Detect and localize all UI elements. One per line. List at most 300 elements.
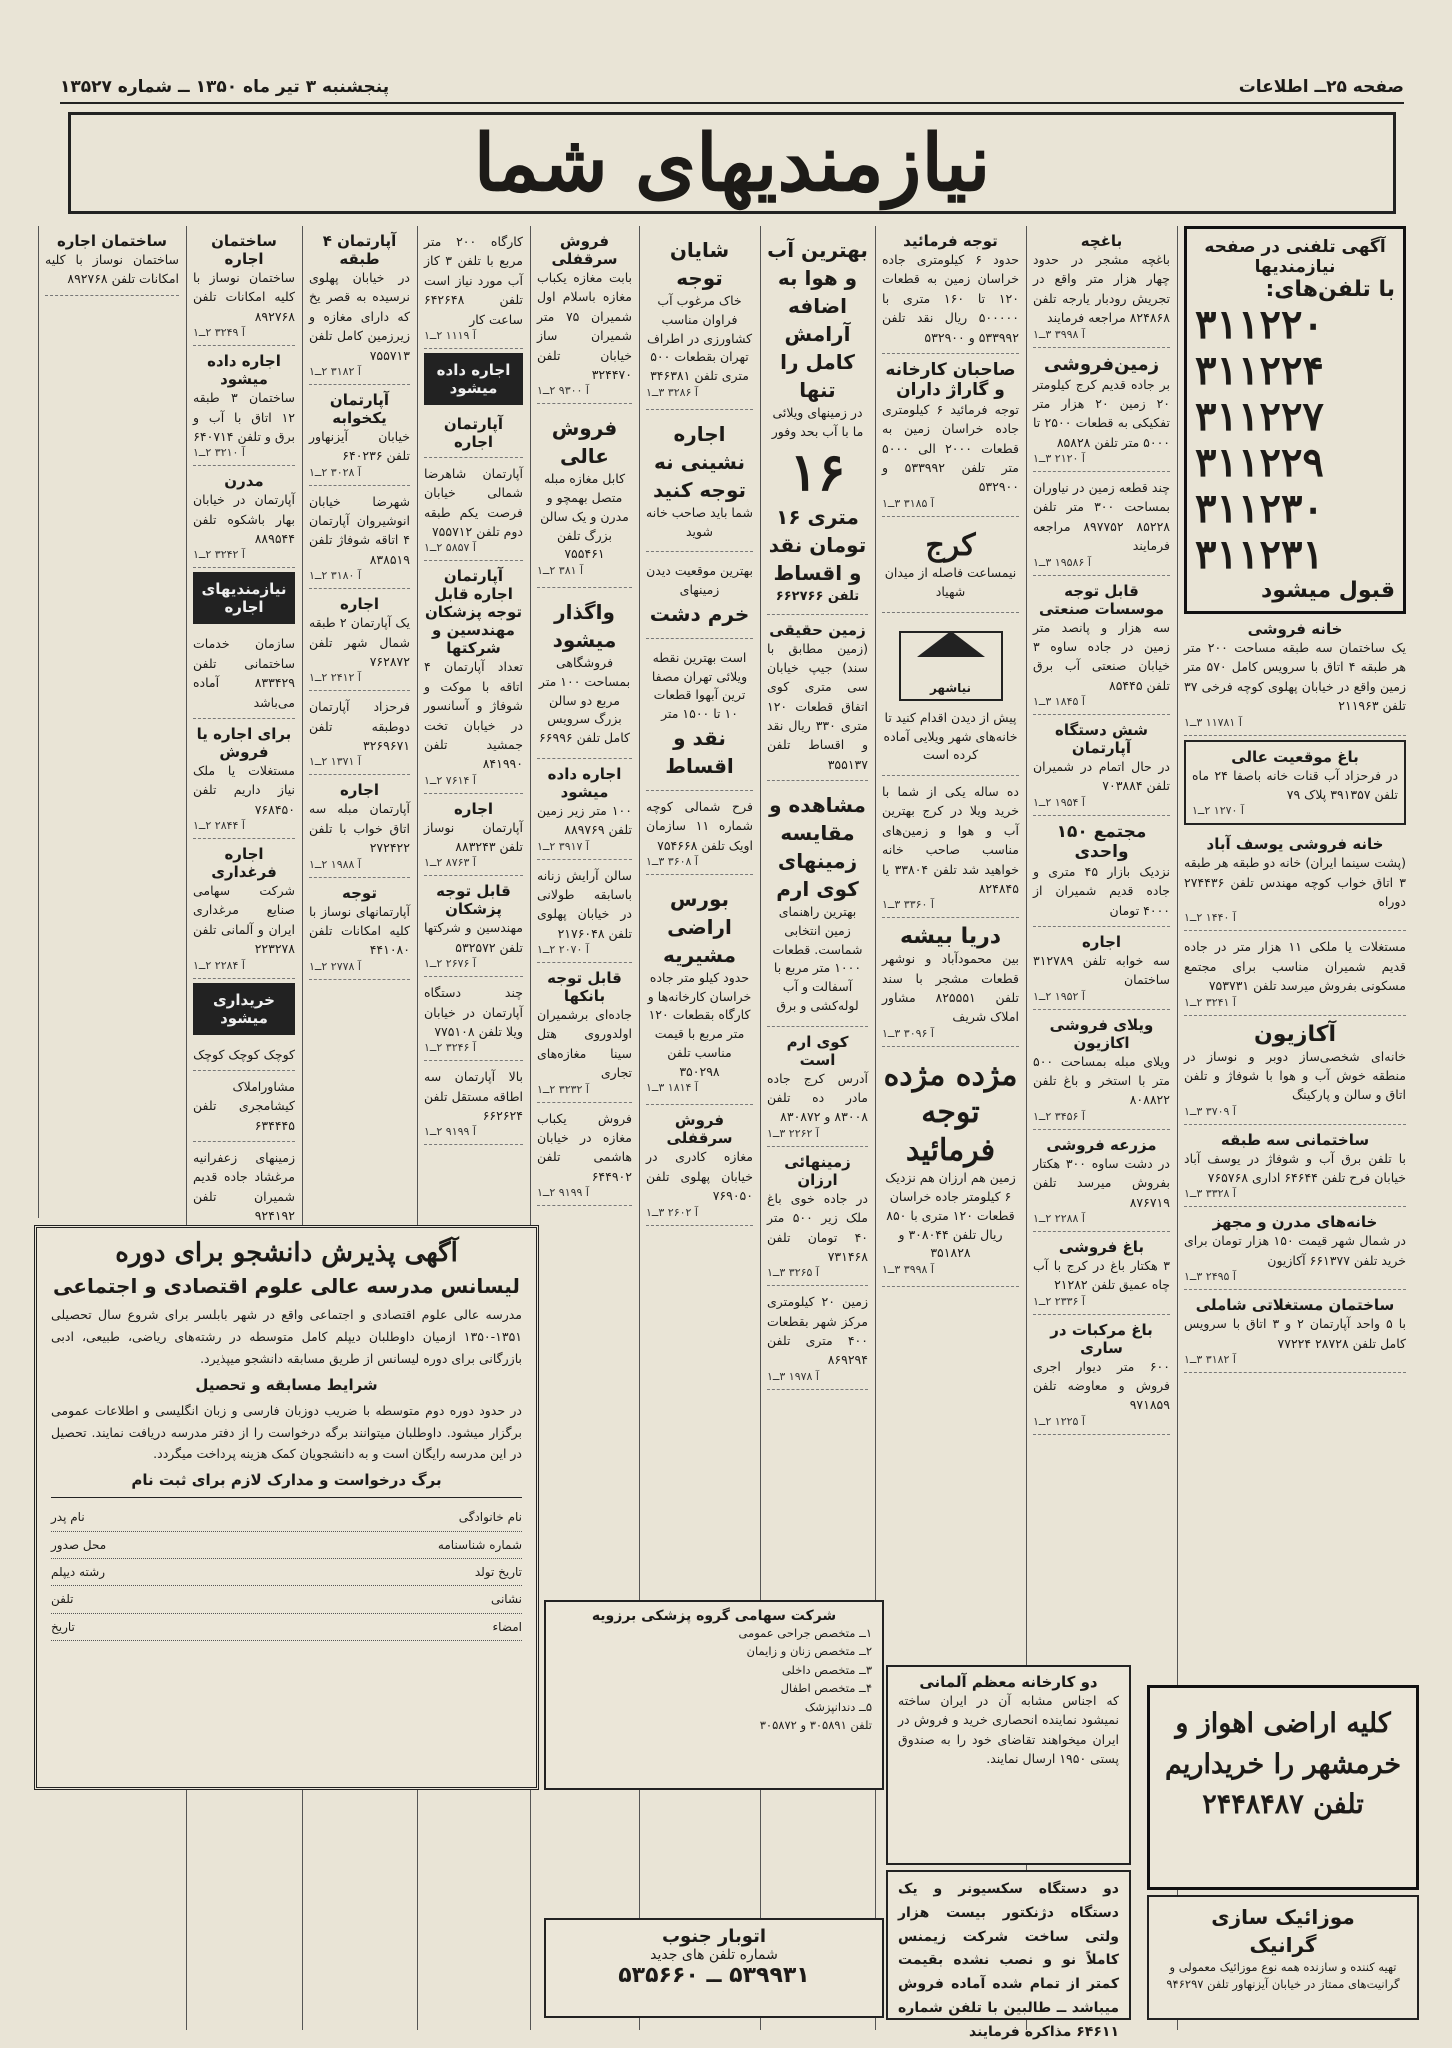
ad-heading: ساختمان اجاره <box>211 232 277 268</box>
classified-ad <box>193 1071 295 1142</box>
classified-ad <box>424 353 523 405</box>
ad-body: ساختمان نوساز با کلیه امکانات تلفن ۸۹۲۷۶۸ <box>45 252 179 287</box>
ad-code: آ ۳۱۸۲ ۳ــ۱ <box>1184 1352 1236 1366</box>
form-label: شماره شناسنامه <box>437 1537 522 1552</box>
ad-code: آ ۳۲۶۵ ۳ــ۱ <box>767 1266 819 1280</box>
classified-ad <box>424 409 523 458</box>
ad-heading: آپارتمان اجاره قابل توجه پزشکان مهندسین و شرکتها <box>424 567 523 658</box>
ad-code: آ ۳۱۸۲ ۲ــ۱ <box>309 364 361 378</box>
ad-heading: باغ فروشی <box>1058 1237 1145 1256</box>
ad-code: آ ۳۳۶۰ ۳ــ۱ <box>882 898 934 912</box>
ad-body: شرکت سهامی صنایع مرغداری ایران و آلمانی تلفن ۲۲۳۲۷۸ <box>193 883 295 957</box>
ad-heading: زمینهائی ارزان <box>784 1152 851 1189</box>
ad-code: آ ۱۳۷۱ ۲ــ۱ <box>309 755 361 769</box>
classified-ad <box>1184 1125 1406 1208</box>
column-10 <box>38 226 185 1218</box>
display-ad-body: بهترین موقعیت دیدن زمینهای <box>646 563 753 597</box>
ad-code: آ ۲۶۷۶ ۲ــ۱ <box>424 957 476 971</box>
classified-ad <box>193 572 295 624</box>
ad-body: فرحزاد آپارتمان دوطبقه تلفن ۳۲۶۹۶۷۱ <box>309 699 410 753</box>
ad-heading: زمین‌فروشی <box>1043 353 1160 375</box>
ad-heading: خانه فروشی <box>1247 620 1343 638</box>
ad-code: آ ۳۲۱۰ ۲ــ۱ <box>193 446 245 460</box>
display-ad <box>882 1047 1019 1287</box>
ad-code: آ ۱۸۴۵ ۳ــ۱ <box>1033 695 1085 708</box>
admission-section-heading: شرایط مسابقه و تحصیل <box>195 1375 378 1394</box>
application-form <box>51 1497 522 1641</box>
classified-ad <box>309 878 410 980</box>
display-ad-title: شایان توجه <box>669 238 730 290</box>
ad-code: آ ۳۲۴۶ ۲ــ۱ <box>424 1041 476 1055</box>
classified-ad <box>1033 927 1170 1010</box>
classified-ad <box>537 1103 632 1207</box>
ad-body: یک آپارتمان ۲ طبقه شمال شهر تلفن ۷۶۲۸۷۲ <box>309 615 410 669</box>
mosaic-body: تهیه کننده و سازنده همه نوع موزائیک معمولی و گرانیت‌های ممتاز در خیابان آیزنهاور تلفن ۹۴۶۲۹۷ <box>1166 1960 1400 1992</box>
ad-code: آ ۲۲۸۸ ۲ــ۱ <box>1033 1211 1085 1225</box>
display-ad-body: در زمینهای ویلائی ما با آب بحد وفور <box>771 405 864 439</box>
ad-code: آ ۳۰۲۸ ۲ــ۱ <box>309 465 361 479</box>
phone-ads-label: با تلفن‌های: <box>1265 277 1395 302</box>
house-logo-icon <box>899 631 1003 701</box>
display-ad <box>537 588 632 759</box>
display-ad <box>646 875 753 1106</box>
classified-ad <box>767 615 868 782</box>
display-ad-title: فروش عالی <box>551 416 618 469</box>
display-ad-body: شما باید صاحب خانه شوید <box>646 504 753 539</box>
ad-heading: اجاره داده میشود <box>207 352 281 389</box>
phone-number: ۳۱۱۲۳۰ <box>1195 485 1324 532</box>
classified-ad <box>424 226 523 349</box>
classified-ad <box>193 346 295 466</box>
ad-body: مغازه کادری در خیابان پهلوی تلفن ۷۶۹۰۵۰ <box>646 1149 753 1204</box>
classified-ad <box>767 1286 868 1390</box>
ad-body: مستغلات یا ملکی ۱۱ هزار متر در جاده قدیم شمیران مناسب برای مجتمع مسکونی بفروش میرسد تلفن ۷۵۳۷۳۱ <box>1184 939 1406 994</box>
classified-ad <box>537 963 632 1103</box>
display-ad-title: بورس اراضی مشیریه <box>663 886 736 967</box>
classified-ad <box>193 983 295 1035</box>
ad-code: آ ۱۲۷۰ ۲ــ۱ <box>1192 804 1244 818</box>
classified-ad <box>309 385 410 486</box>
ad-body: آپارتمان مبله سه اتاق خواب با تلفن ۲۷۲۴۲۲ <box>309 801 410 856</box>
ad-body: آپارتمانهای نوساز با کلیه امکانات تلفن ۴۴۱۰۸۰ <box>309 903 410 958</box>
ad-body: (زمین مطابق با سند) جیپ خیابان سی متری کوی اتفاق قطعات ۱۲۰ متری ۳۳۰ ریال نقد و اقساط تلفن ۳۵۵۱۳۷ <box>767 640 868 772</box>
ad-code: آ ۳۲۴۹ ۲ــ۱ <box>193 326 245 340</box>
ad-code: آ ۱۹۸۸ ۲ــ۱ <box>309 857 361 871</box>
ad-body: کوچک کوچک کوچک <box>193 1046 295 1062</box>
ad-body: زمینهای زعفرانیه مرغشاد جاده قدیم شمیران تلفن ۹۲۴۱۹۲ <box>193 1150 295 1224</box>
ad-body: آپارتمان نوساز تلفن ۸۸۳۲۴۳ <box>424 819 523 854</box>
form-row <box>51 1504 522 1531</box>
classified-ad <box>537 759 632 860</box>
land-purchase-line: کلیه اراضی اهواز و <box>1175 1708 1391 1739</box>
phone-ads-box <box>1184 226 1406 614</box>
ad-body: سالن آرایش زنانه باسابقه طولانی در خیابان پهلوی تلفن ۲۱۷۶۰۴۸ <box>537 867 632 941</box>
display-ad-title: نقد و اقساط <box>665 725 734 778</box>
ad-code: آ ۹۱۹۹ ۲ــ۱ <box>537 1186 589 1199</box>
ad-heading: ویلای فروشی اکازیون <box>1049 1015 1154 1052</box>
ad-code: آ ۲۰۷۰ ۲ــ۱ <box>537 943 589 956</box>
german-title: دو کارخانه معظم آلمانی <box>919 1673 1098 1691</box>
ad-body: سه خوابه تلفن ۳۱۲۷۸۹ ساختمان <box>1033 952 1170 988</box>
classified-ad <box>1033 816 1170 927</box>
phone-number: ۳۱۱۲۳۱ <box>1195 531 1324 578</box>
ad-heading: مجتمع ۱۵۰ واحدی <box>1056 821 1147 862</box>
display-ad <box>537 404 632 588</box>
issue-date: پنجشنبه ۳ تیر ماه ۱۳۵۰ ــ شماره ۱۳۵۲۷ <box>60 77 390 97</box>
german-body: که اجناس مشابه آن در ایران ساخته نمیشود نماینده انحصاری خرید و فروش در ایران میخواهند تقاضای خود را به صندوق پستی ۱۹۵۰ ارسال نمایند. <box>898 1693 1119 1767</box>
classified-ad <box>193 1039 295 1071</box>
medical-line: ۴ــ متخصص اطفال <box>780 1681 872 1696</box>
bus-subtitle: شماره تلفن های جدید <box>650 1947 778 1963</box>
ad-body: ساختمان نوساز با کلیه امکانات تلفن ۸۹۲۷۶۸ <box>193 270 295 324</box>
classified-ad <box>1184 614 1406 736</box>
ad-body: خانه‌ای شخصی‌ساز دوبر و نوساز در منطقه خوش آب و هوا با شوفاژ و تلفن اتاق و سالن و پارکینگ <box>1184 1048 1406 1103</box>
ad-body: زمین ۲۰ کیلومتری مرکز شهر بقطعات ۴۰۰ متری تلفن ۸۶۹۲۹۴ <box>767 1294 868 1368</box>
phone-number: ۳۱۱۲۲۰ <box>1195 301 1324 348</box>
display-ad-body: پیش از دیدن اقدام کنید تا خانه‌های شهر ویلایی آماده کرده است <box>883 709 1018 763</box>
classified-ad <box>1033 1232 1170 1315</box>
classified-ad <box>309 226 410 385</box>
admission-text: مدرسه عالی علوم اقتصادی و اجتماعی واقع در شهر بابلسر برای شروع سال تحصیلی ۱۳۵۱-۱۳۵۰ ازمیان داوطلبان دیپلم کامل متوسطه در رشته‌های ریاضی، طبیعی، ادبی بازرگانی برای دوره لیسانس از طریق مسابقه دانشجو میپذیرد. <box>51 1307 522 1366</box>
ad-body: در فرحزاد آب قنات خانه باصفا ۲۴ ماه تلفن ۳۹۱۳۵۷ پلاک ۷۹ <box>1192 767 1399 802</box>
ad-code: آ ۱۹۷۸ ۳ــ۱ <box>767 1369 819 1383</box>
phone-number: ۳۱۱۲۲۴ <box>1195 347 1324 394</box>
ad-heading: خریداری میشود <box>213 990 275 1027</box>
ad-heading: دریا بیشه <box>899 924 1002 950</box>
ad-code: آ ۳۷۰۹ ۳ــ۱ <box>1184 1104 1236 1118</box>
display-ad-price: ۱۶ <box>789 441 846 503</box>
ad-body: یک ساختمان سه طبقه مساحت ۲۰۰ متر هر طبقه ۴ اتاق با سرویس کامل ۵۷۰ متر زمین واقع در خیابان پهلوی کوچه فرخی ۳۷ تلفن ۲۱۱۹۶۳ <box>1184 640 1407 714</box>
mosaic-title: موزائیک سازی <box>1211 1905 1355 1929</box>
ad-body: در حال اتمام در شمیران تلفن ۷۰۳۸۸۴ <box>1033 759 1170 794</box>
ad-body: بابت مغازه یکباب مغازه باسلام اول شمیران ۷۵ متر شمیران ساز خیابان تلفن ۳۲۴۴۷۰ <box>537 270 632 382</box>
running-header <box>60 72 1404 104</box>
display-ad <box>882 613 1019 776</box>
ad-body: مشاوراملاک کیشامجری تلفن ۶۳۴۴۴۵ <box>193 1078 295 1133</box>
classified-ad <box>1033 715 1170 816</box>
classified-ad <box>537 860 632 964</box>
display-ad <box>882 517 1019 613</box>
ad-heading: ساختمانی سه طبقه <box>1220 1130 1370 1149</box>
ad-body: در خیابان پهلوی نرسیده به قصر یخ که دارای مغازه و زیرزمین کامل تلفن ۷۵۵۷۱۳ <box>309 270 410 363</box>
form-label: رشته دیپلم <box>51 1565 105 1580</box>
ad-heading: باغ مرکبات در ساری <box>1050 1320 1153 1357</box>
display-ad-title: خرم دشت <box>649 601 750 626</box>
phone-ads-footer: قبول میشود <box>1261 578 1395 603</box>
display-ad <box>646 639 753 791</box>
ad-code: آ ۱۹۵۲ ۲ــ۱ <box>1033 989 1085 1003</box>
ad-body: در شمال شهر قیمت ۱۵۰ هزار تومان برای خرید تلفن ۶۶۱۳۷۷ آکازیون <box>1184 1233 1407 1268</box>
display-ad-body: زمین هم ارزان هم نزدیک ۶ کیلومتر جاده خراسان قطعات ۱۲۰ متری با ۸۵۰ ریال تلفن ۳۰۸۰۴۴ و ۳۵۱۸۲۸ <box>885 1170 1016 1261</box>
classified-ad <box>767 1147 868 1287</box>
classified-ad <box>767 1027 868 1147</box>
classified-ad <box>1184 1207 1406 1290</box>
ad-code: آ ۱۱۷۸۱ ۳ــ۱ <box>1184 715 1242 729</box>
display-ad-body: فروشگاهی بمساحت ۱۰۰ متر مربع دو سالن بزرگ سرویس کامل تلفن ۶۶۹۹۶ <box>538 655 631 745</box>
display-ad-unit: متری ۱۶ تومان نقد و اقساط <box>768 504 867 585</box>
ad-heading: اجاره <box>339 781 380 800</box>
medical-line: ۳ــ متخصص داخلی <box>781 1662 872 1677</box>
form-label: تلفن <box>51 1592 74 1607</box>
ad-heading: باغ موقعیت عالی <box>1231 747 1359 766</box>
ad-code: آ ۱۸۱۴ ۳ــ۱ <box>646 1081 698 1095</box>
ad-heading: توجه <box>342 883 377 902</box>
classified-ad <box>882 226 1019 354</box>
phone-ads-title: آگهی تلفنی در صفحه نیازمندیها <box>1204 237 1386 277</box>
ad-heading: برای اجاره یا فروش <box>196 724 292 761</box>
classified-ad <box>309 486 410 590</box>
ad-code: آ ۳۰۹۶ ۳ــ۱ <box>882 1026 934 1040</box>
display-ad-body: است بهترین نقطه ویلائی تهران مصفا ترین آبهوا قطعات ۱۰ تا ۱۵۰۰ متر <box>651 649 748 721</box>
ad-body: تعداد آپارتمان ۴ اتاقه با موکت و شوفاژ و آسانسور در خیابان تخت جمشید تلفن ۸۴۱۹۹۰ <box>424 659 523 772</box>
form-label: تاریخ تولد <box>474 1565 522 1580</box>
display-ad <box>646 552 753 639</box>
ad-code: آ ۳۲۴۲ ۲ــ۱ <box>193 548 245 562</box>
ad-heading: آکازیون <box>1253 1021 1337 1047</box>
ad-heading: اجاره فرغداری <box>211 845 277 881</box>
ad-code: آ ۲۴۱۲ ۲ــ۱ <box>309 671 361 685</box>
mosaic-name: گرانیک <box>1249 1933 1317 1957</box>
ad-code: آ ۲۴۹۵ ۳ــ۱ <box>1184 1270 1236 1284</box>
ad-heading: شش دستگاه آپارتمان <box>1055 721 1148 757</box>
ad-code: آ ۹۱۹۹ ۲ــ۱ <box>424 1125 476 1139</box>
ad-body: خیابان آیزنهاور تلفن ۶۴۰۲۳۶ <box>309 428 410 464</box>
classified-ad <box>1033 226 1170 348</box>
ad-code: آ ۳۹۹۸ ۳ــ۱ <box>882 1263 934 1276</box>
ad-code: آ ۳۲۳۲ ۲ــ۱ <box>537 1082 589 1096</box>
phone-number: ۳۱۱۲۲۹ <box>1195 439 1324 486</box>
ad-body: ساختمان ۳ طبقه ۱۲ اتاق با آب و برق و تلفن ۶۴۰۷۱۴ <box>193 390 295 444</box>
ad-code: آ ۳۹۱۷ ۲ــ۱ <box>537 839 589 853</box>
display-ad-phone: تلفن ۶۶۲۷۶۶ <box>775 588 860 604</box>
ad-body: جاده‌ای برشمیران اولدوروی هتل سینا مغازه‌های تجاری <box>537 1007 632 1081</box>
classified-ad <box>1033 472 1170 576</box>
ad-body: با تلفن برق آب و شوفاژ در یوسف آباد خیابان فرح تلفن ۶۴۶۴۴ اداری ۷۶۵۷۶۸ <box>1184 1150 1406 1185</box>
german-factories-ad <box>886 1665 1131 1865</box>
ad-body: با ۵ واحد آپارتمان ۲ و ۳ اتاق با سرویس کامل تلفن ۲۸۷۲۸ ۷۷۲۲۴ <box>1184 1316 1406 1351</box>
land-purchase-line: خرمشهر را خریداریم <box>1164 1748 1402 1780</box>
ad-code: آ ۱۴۴۰ ۲ــ۱ <box>1184 911 1236 925</box>
display-ad-title: مژده مژده توجه فرمائید <box>883 1057 1018 1168</box>
ad-body: سازمان خدمات ساختمانی تلفن ۸۳۳۴۲۹ آماده می‌باشد <box>193 636 295 710</box>
display-ad <box>767 226 868 615</box>
medical-line: ۵ــ دندانپزشک <box>804 1699 872 1714</box>
form-row <box>51 1586 522 1613</box>
ad-heading: قابل توجه موسسات صنعتی <box>1038 581 1165 618</box>
classified-ad <box>1184 740 1406 826</box>
ad-body: آپارتمان شاهرضا شمالی خیابان فرصت یکم طبقه دوم تلفن ۷۵۵۷۱۲ <box>424 465 523 539</box>
classified-ad <box>45 226 179 296</box>
ad-heading: آپارتمان یکخوابه <box>329 390 390 427</box>
medical-line: ۱ــ متخصص جراحی عمومی <box>738 1626 872 1640</box>
classified-ad <box>193 628 295 719</box>
ad-heading: آپارتمان اجاره <box>443 414 504 451</box>
ad-body: در دشت ساوه ۳۰۰ هکتار بفروش میرسد تلفن ۸۷۶۷۱۹ <box>1033 1155 1170 1210</box>
ad-body: ۶۰۰ متر دیوار اجری فروش و معاوضه تلفن ۹۷۱۸۵۹ <box>1033 1358 1170 1413</box>
ad-body: آدرس کرج جاده مادر ده تلفن ۸۳۰۰۸ و ۸۳۰۸۷۲ <box>767 1070 868 1125</box>
ad-code: آ ۳۱۸۰ ۲ــ۱ <box>309 569 361 583</box>
switchgear-body: دو دستگاه سکسیونر و یک دستگاه دژنکتور بیست هزار ولتی ساخت شرکت زیمنس کاملاً نو و نصب نشده بقیمت کمتر از تمام شده آماده فروش میباشد ــ طالبین با تلفن شماره ۶۴۶۱۱ مذاکره فرمایند <box>898 1881 1119 2040</box>
ad-body: توجه فرمائید ۶ کیلومتری جاده خراسان زمین به قطعات ۲۰۰۰ الی ۵۰۰۰ متر تلفن ۵۳۳۹۹۲ و ۵۳۲۹۰۰ <box>882 401 1020 495</box>
classified-ad <box>193 839 295 979</box>
ad-code: آ ۲۲۸۴ ۲ــ۱ <box>193 958 245 972</box>
land-purchase-ad <box>1147 1685 1419 1890</box>
ad-body: چند قطعه زمین در نیاوران بمساحت ۳۰۰ متر تلفن ۸۵۲۲۸ ۸۹۷۷۵۲ مراجعه فرمایند <box>1033 480 1170 554</box>
ad-heading: قابل توجه پزشکان <box>436 882 511 919</box>
classified-ad <box>1184 829 1406 931</box>
ad-code: آ ۱۱۱۹ ۲ــ۱ <box>424 328 476 342</box>
ad-heading: ساختمان اجاره <box>56 232 168 250</box>
masthead-title: نیازمندیهای شما <box>473 117 991 209</box>
classified-ad <box>882 776 1019 918</box>
classified-ad <box>424 1061 523 1145</box>
ad-code: آ ۲۶۰۲ ۳ــ۱ <box>646 1205 698 1219</box>
classified-ad <box>193 1142 295 1233</box>
ad-heading: خانه فروشی یوسف آباد <box>1206 835 1384 854</box>
ad-body: فروش یکباب مغازه در خیابان هاشمی تلفن ۶۴۴۹۰۲ <box>537 1110 632 1184</box>
ad-heading: زمین حقیقی <box>769 620 866 639</box>
form-label: نشانی <box>490 1592 522 1607</box>
ad-heading: آپارتمان ۴ طبقه <box>322 232 397 268</box>
ad-code: آ ۹۳۰۰ ۲ــ۱ <box>537 384 589 398</box>
display-ad <box>646 226 753 410</box>
ad-code: آ ۳۱۸۵ ۳ــ۱ <box>882 496 934 510</box>
bus-phones: ۵۳۹۹۳۱ ــ ۵۳۵۶۶۰ <box>618 1963 810 1988</box>
ad-body: شهرضا خیابان انوشیروان آپارتمان ۴ اتاقه شوفاژ تلفن ۸۳۸۵۱۹ <box>309 493 410 567</box>
ad-heading: فروش سرقفلی <box>551 232 618 268</box>
ad-code: آ ۲۳۳۶ ۲ــ۱ <box>1033 1294 1085 1308</box>
bus-company-ad <box>544 1918 884 2018</box>
classified-ad <box>1033 576 1170 716</box>
classified-ad <box>882 354 1019 517</box>
classified-ad <box>1033 1130 1170 1232</box>
ad-heading: صاحبان کارخانه و گاراژ داران <box>885 359 1016 400</box>
display-ad-body: کابل مغازه مبله متصل بهمچو و مدرن و یک سالن بزرگ تلفن ۷۵۵۴۶۱ <box>540 471 629 562</box>
classified-ad <box>1184 1016 1406 1125</box>
display-ad <box>767 781 868 1027</box>
classified-ad <box>193 719 295 839</box>
ad-heading: اجاره داده میشود <box>547 764 622 801</box>
display-ad <box>646 410 753 553</box>
display-ad-body: بهترین راهنمای زمین انتخابی شماست. قطعات ۱۰۰۰ متر مربع با آسفالت و آب لوله‌کشی و برق <box>772 904 863 1013</box>
ad-body: ۳ هکتار باغ در کرج با آب چاه عمیق تلفن ۲۱۲۸۲ <box>1033 1257 1170 1293</box>
ad-heading: کوی ارم است <box>786 1032 849 1069</box>
mosaic-ad <box>1147 1895 1419 2020</box>
ad-code: آ ۲۲۶۲ ۳ــ۱ <box>767 1126 819 1140</box>
ad-code: آ ۱۲۲۵ ۲ــ۱ <box>1033 1414 1085 1428</box>
medical-line: ۲ــ متخصص زنان و زایمان <box>746 1644 872 1659</box>
classified-ad <box>424 458 523 562</box>
classified-ad <box>309 691 410 775</box>
ad-heading: اجاره <box>1081 932 1122 951</box>
admission-title: آگهی پذیرش دانشجو برای دوره <box>115 1238 458 1268</box>
classified-ad <box>424 794 523 877</box>
classified-ad <box>1033 348 1170 473</box>
ad-body: مهندسین و شرکتها تلفن ۵۳۲۵۷۲ <box>424 920 523 955</box>
form-label: نام پدر <box>51 1510 85 1525</box>
medical-group-ad <box>544 1600 884 1790</box>
classified-ad <box>646 1105 753 1225</box>
ad-code: آ ۲۷۷۸ ۲ــ۱ <box>309 959 361 973</box>
ad-body: ۱۰۰ متر زیر زمین تلفن ۸۸۹۷۶۹ <box>537 802 632 838</box>
ad-heading: خانه‌های مدرن و مجهز <box>1212 1213 1378 1232</box>
classified-ad <box>193 226 295 346</box>
ad-body: بین محمودآباد و نوشهر قطعات مشجر با سند تلفن ۸۲۵۵۵۱ مشاور املاک شریف <box>882 951 1019 1025</box>
ad-heading: اجاره داده میشود <box>436 360 511 397</box>
ad-body: آپارتمان در خیابان بهار باشکوه تلفن ۸۸۹۵۴۴ <box>193 492 295 546</box>
ad-code: آ ۵۸۵۷ ۲ــ۱ <box>424 541 476 555</box>
ad-code: آ ۲۱۲۰ ۳ــ۱ <box>1033 452 1085 465</box>
admission-text: در حدود دوره دوم متوسطه با ضریب دوزبان فارسی و زبان انگلیسی و اطلاعات عمومی برگزار میشود. داوطلبان میتوانند برگه درخواست را از دفتر مدرسه دریافت نمایند. تحصیل در این مدرسه رایگان است و به دانشجویان کمک هزینه پرداخت میگردد. <box>51 1402 522 1462</box>
ad-heading: مدرن <box>224 472 264 491</box>
ad-body: مستغلات یا ملک نیاز داریم تلفن ۷۶۸۴۵۰ <box>193 762 295 817</box>
form-label: امضاء <box>492 1619 522 1634</box>
ad-body: بر جاده قدیم کرج کیلومتر ۲۰ زمین ۲۰ هزار متر تفکیکی به قطعات ۲۵۰۰ تا ۵۰۰۰ متر تلفن ۸۵۸۲۸ <box>1033 376 1170 450</box>
ad-heading: مزرعه فروشی <box>1046 1135 1157 1154</box>
masthead <box>68 112 1396 214</box>
ad-code: آ ۳۹۹۸ ۳ــ۱ <box>1033 327 1085 341</box>
ad-code: آ ۲۸۴۴ ۲ــ۱ <box>193 819 245 832</box>
ad-code: آ ۳۴۵۶ ۲ــ۱ <box>1033 1109 1085 1123</box>
ad-body: در جاده خوی باغ ملک زیر ۵۰۰ متر ۴۰ تومان تلفن ۷۳۱۴۶۸ <box>767 1190 868 1264</box>
ad-heading: توجه فرمائید <box>903 232 998 250</box>
logo-text: نیاشهر <box>929 680 972 695</box>
ad-code: آ ۳۲۴۱ ۲ــ۱ <box>1184 995 1236 1009</box>
ad-body: باغچه مشجر در حدود چهار هزار متر واقع در تجریش رودبار یارجه تلفن ۸۲۴۸۶۸ مراجعه فرمایند <box>1033 252 1170 326</box>
ad-heading: قابل توجه بانکها <box>547 969 622 1005</box>
display-ad-title: بهترین آب و هوا به اضافه آرامش کامل را تنها <box>767 238 868 402</box>
classified-ad <box>1184 931 1406 1015</box>
ad-body: ویلای مبله بمساحت ۵۰۰ متر با استخر و باغ تلفن ۸۰۸۸۲۲ <box>1033 1053 1170 1108</box>
display-ad-body: حدود کیلو متر جاده خراسان کارخانه‌ها و کارگاه بقطعات ۱۲۰ متر مربع با قیمت مناسب تلفن ۳۵۰۲۹۸ <box>647 969 752 1079</box>
form-row <box>51 1559 522 1586</box>
form-label: نام خانوادگی <box>458 1510 522 1525</box>
ad-body: سه هزار و پانصد متر زمین در جاده ساوه ۳ خیابان صنعتی آب برق تلفن ۸۵۴۴۵ <box>1033 619 1170 693</box>
classified-ad <box>1184 1290 1406 1373</box>
ad-body: (پشت سینما ایران) خانه دو طبقه هر طبقه ۳ اتاق خواب کوچه مهندس تلفن ۲۷۴۴۳۶ دوراه <box>1184 855 1406 909</box>
classified-ad <box>882 918 1019 1047</box>
ad-code: آ ۳۳۲۸ ۳ــ۱ <box>1184 1187 1236 1201</box>
ad-body: بالا آپارتمان سه اطاقه مستقل تلفن ۶۶۲۶۲۴ <box>424 1069 523 1123</box>
ad-code: آ ۷۶۱۴ ۲ــ۱ <box>424 773 476 787</box>
ad-heading: فروش سرقفلی <box>666 1111 733 1148</box>
ad-code: آ ۱۹۵۸۶ ۳ــ۱ <box>1033 555 1091 569</box>
display-ad-body: نیمساعت فاصله از میدان شهیاد <box>884 565 1017 599</box>
medical-title: شرکت سهامی گروه پزشکی برزویه <box>591 1608 837 1624</box>
display-ad-title: مشاهده و مقایسه زمینهای کوی ارم <box>769 793 866 902</box>
ad-heading: نیازمندیهای اجاره <box>201 580 287 617</box>
classified-ad <box>424 561 523 793</box>
classified-ad <box>1033 1010 1170 1130</box>
ad-heading: اجاره <box>453 799 494 818</box>
admission-notice <box>34 1225 539 1790</box>
classified-ad <box>424 876 523 977</box>
ad-code: آ ۳۲۸۶ ۳ــ۱ <box>646 385 698 399</box>
display-ad-title: اجاره نشینی نه توجه کنید <box>652 421 747 502</box>
ad-body: کارگاه ۲۰۰ متر مربع با تلفن ۳ کاز آب مورد نیاز است تلفن ۶۴۲۶۴۸ ساعت کار <box>424 234 524 327</box>
classified-ad <box>309 589 410 691</box>
land-purchase-phone: تلفن ۲۴۴۸۴۸۷ <box>1202 1789 1364 1820</box>
medical-line: تلفن ۳۰۵۸۹۱ و ۳۰۵۸۷۲ <box>759 1717 872 1732</box>
form-row <box>51 1532 522 1559</box>
ad-body: فرح شمالی کوچه شماره ۱۱ سازمان اویک تلفن ۷۵۴۶۶۸ <box>646 798 753 853</box>
phone-number: ۳۱۱۲۲۷ <box>1195 393 1324 440</box>
classified-ad <box>1033 1315 1170 1435</box>
ad-heading: باغچه <box>1080 232 1123 250</box>
display-ad-body: خاک مرغوب آب فراوان مناسب کشاورزی در اطراف تهران بقطعات ۵۰۰ متری تلفن ۳۴۶۳۸۱ <box>646 293 753 383</box>
form-row <box>51 1614 522 1641</box>
form-label: محل صدور <box>51 1537 107 1552</box>
